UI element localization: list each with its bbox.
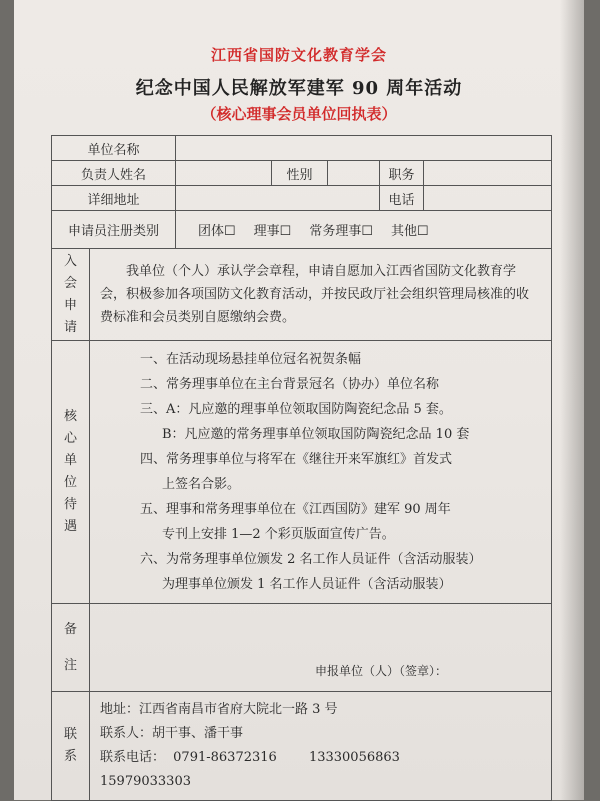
contact-info (90, 692, 552, 801)
position-label: 职务 (380, 161, 424, 186)
address-label: 详细地址 (52, 186, 176, 211)
contact-label (52, 692, 90, 801)
core-benefits-label (52, 341, 90, 604)
option-director-checkbox[interactable]: 理事☐ (253, 224, 292, 239)
row-core-benefits (52, 341, 552, 604)
phone-label-text: 联系电话： (100, 750, 166, 765)
contact-label-char: 联 (63, 727, 77, 742)
contact-label-char: 系 (63, 749, 77, 764)
join-application-text: 我单位（个人）承认学会章程，申请自愿加入江西省国防文化教育学会，积极参加各项国防文化教育活动，并按民政厅社会组织管理局核准的收费标准和会员类别自愿缴纳会费。 (90, 249, 552, 341)
unit-name-label: 单位名称 (52, 136, 176, 161)
core-benefits-list (90, 341, 552, 604)
document-subtitle: （核心理事会员单位回执表） (201, 105, 397, 123)
unit-name-field[interactable] (176, 136, 552, 161)
gender-field[interactable] (328, 161, 380, 186)
organization-name: 江西省国防文化教育学会 (210, 46, 387, 64)
contact-persons: 联系人：胡干事、潘干事 (100, 726, 244, 741)
benefit-item: 四、常务理事单位与将军在《继往开来军旗红》首发式 (140, 452, 453, 467)
phone-number: 13330056863 (308, 750, 400, 765)
address-field[interactable] (176, 186, 380, 211)
benefit-item: 上签名合影。 (162, 477, 241, 492)
benefits-label-char: 遇 (63, 519, 77, 534)
notes-label-char: 注 (63, 657, 77, 673)
benefit-item: 三、A：凡应邀的理事单位领取国防陶瓷纪念品 5 套。 (140, 402, 452, 417)
row-address (52, 186, 552, 211)
benefit-item: 六、为常务理事单位颁发 2 名工作人员证件（含活动服装） (140, 552, 482, 567)
notes-label (52, 604, 90, 692)
phone-number: 0791-86372316 (173, 750, 277, 765)
row-contact (52, 692, 552, 801)
benefits-label-char: 心 (63, 431, 77, 446)
row-join-application (52, 249, 552, 341)
benefit-item: 二、常务理事单位在主台背景冠名（协办）单位名称 (140, 377, 440, 392)
benefit-item: 专刊上安排 1—2 个彩页版面宣传广告。 (162, 527, 395, 542)
notes-field[interactable] (90, 604, 552, 692)
join-label-char: 会 (63, 275, 77, 291)
join-label-char: 申 (63, 297, 77, 313)
phone-label: 电话 (380, 186, 424, 211)
position-field[interactable] (424, 161, 552, 186)
benefits-label-char: 核 (63, 409, 77, 424)
registration-form-table (51, 135, 552, 801)
contact-address: 地址：江西省南昌市省府大院北一路 3 号 (100, 702, 338, 717)
row-person (52, 161, 552, 186)
option-other-checkbox[interactable]: 其他☐ (390, 224, 429, 239)
phone-field[interactable] (424, 186, 552, 211)
person-name-field[interactable] (176, 161, 272, 186)
row-category (52, 211, 552, 249)
benefit-item: B：凡应邀的常务理事单位领取国防陶瓷纪念品 10 套 (162, 427, 470, 442)
benefits-label-char: 单 (63, 453, 77, 468)
row-unit-name (52, 136, 552, 161)
category-label: 申请员注册类别 (52, 211, 176, 249)
applicant-signature-line: 申报单位（人）（签章）： (315, 664, 448, 678)
gender-label: 性别 (272, 161, 328, 186)
option-group-checkbox[interactable]: 团体☐ (198, 224, 236, 239)
option-executive-director-checkbox[interactable]: 常务理事☐ (309, 224, 373, 239)
join-application-label (52, 249, 90, 341)
benefit-item: 五、理事和常务理事单位在《江西国防》建军 90 周年 (140, 502, 451, 517)
join-label-char: 请 (63, 319, 77, 335)
row-notes (52, 604, 552, 692)
benefit-item: 一、在活动现场悬挂单位冠名祝贺条幅 (140, 352, 362, 367)
benefits-label-char: 待 (63, 497, 77, 512)
category-options (176, 211, 552, 249)
contact-phones (100, 746, 541, 794)
notes-label-char: 备 (63, 621, 77, 637)
document-title: 纪念中国人民解放军建军 90 周年活动 (135, 78, 463, 99)
person-name-label: 负责人姓名 (52, 161, 176, 186)
paper-sheet (14, 0, 584, 800)
phone-number: 15979033303 (100, 774, 191, 789)
join-label-char: 入 (63, 253, 77, 269)
benefit-item: 为理事单位颁发 1 名工作人员证件（含活动服装） (162, 577, 452, 592)
benefits-label-char: 位 (63, 475, 77, 490)
